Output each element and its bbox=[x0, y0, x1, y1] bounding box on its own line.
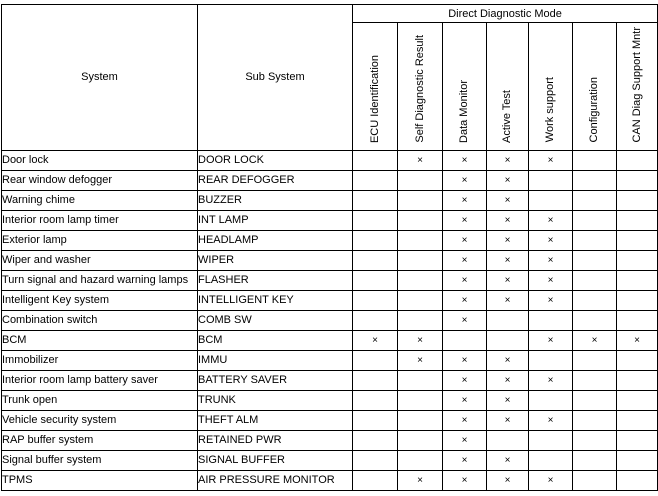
header-sub-system: Sub System bbox=[198, 5, 353, 151]
mark-cell-checked: × bbox=[443, 190, 487, 210]
mark-cell-empty bbox=[398, 450, 443, 470]
sub-system-cell: HEADLAMP bbox=[198, 230, 353, 250]
mark-cell-checked: × bbox=[573, 330, 617, 350]
mark-cell-empty bbox=[529, 350, 573, 370]
mark-cell-empty bbox=[398, 270, 443, 290]
sub-system-cell: DOOR LOCK bbox=[198, 150, 353, 170]
mark-cell-checked: × bbox=[487, 210, 529, 230]
mark-cell-empty bbox=[398, 290, 443, 310]
header-mode-6 bbox=[617, 23, 658, 151]
mark-cell-checked: × bbox=[443, 310, 487, 330]
system-cell: Door lock bbox=[2, 150, 198, 170]
mark-cell-empty bbox=[398, 390, 443, 410]
table-row bbox=[2, 270, 658, 290]
system-cell: Wiper and washer bbox=[2, 250, 198, 270]
mark-cell-checked: × bbox=[487, 410, 529, 430]
header-mode-5 bbox=[573, 23, 617, 151]
mark-cell-checked: × bbox=[443, 250, 487, 270]
mark-cell-checked: × bbox=[487, 370, 529, 390]
system-cell: Immobilizer bbox=[2, 350, 198, 370]
mark-cell-empty bbox=[617, 190, 658, 210]
mark-cell-checked: × bbox=[443, 390, 487, 410]
sub-system-cell: TRUNK bbox=[198, 390, 353, 410]
mark-cell-checked: × bbox=[353, 330, 398, 350]
system-cell: BCM bbox=[2, 330, 198, 350]
table-row bbox=[2, 350, 658, 370]
mark-cell-empty bbox=[487, 330, 529, 350]
system-cell: Interior room lamp timer bbox=[2, 210, 198, 230]
table-row bbox=[2, 330, 658, 350]
header-mode-label: Configuration bbox=[588, 77, 600, 143]
mark-cell-empty bbox=[487, 310, 529, 330]
mark-cell-checked: × bbox=[487, 290, 529, 310]
sub-system-cell: REAR DEFOGGER bbox=[198, 170, 353, 190]
mark-cell-empty bbox=[398, 190, 443, 210]
table-row bbox=[2, 290, 658, 310]
mark-cell-empty bbox=[353, 170, 398, 190]
mark-cell-checked: × bbox=[617, 330, 658, 350]
sub-system-cell: AIR PRESSURE MONITOR bbox=[198, 470, 353, 490]
mark-cell-empty bbox=[398, 430, 443, 450]
mark-cell-empty bbox=[353, 410, 398, 430]
mark-cell-empty bbox=[398, 250, 443, 270]
mark-cell-empty bbox=[529, 390, 573, 410]
mark-cell-empty bbox=[573, 430, 617, 450]
mark-cell-checked: × bbox=[443, 170, 487, 190]
mark-cell-checked: × bbox=[529, 470, 573, 490]
mark-cell-empty bbox=[353, 210, 398, 230]
sub-system-cell: BUZZER bbox=[198, 190, 353, 210]
mark-cell-empty bbox=[617, 210, 658, 230]
mark-cell-empty bbox=[617, 310, 658, 330]
table-row bbox=[2, 410, 658, 430]
mark-cell-empty bbox=[617, 230, 658, 250]
mark-cell-empty bbox=[573, 190, 617, 210]
system-cell: Vehicle security system bbox=[2, 410, 198, 430]
mark-cell-checked: × bbox=[443, 430, 487, 450]
sub-system-cell: FLASHER bbox=[198, 270, 353, 290]
sub-system-cell: INT LAMP bbox=[198, 210, 353, 230]
mark-cell-empty bbox=[573, 170, 617, 190]
table-row bbox=[2, 310, 658, 330]
mark-cell-empty bbox=[353, 430, 398, 450]
table-body bbox=[2, 150, 658, 490]
table-row bbox=[2, 190, 658, 210]
mark-cell-checked: × bbox=[529, 330, 573, 350]
table-row bbox=[2, 470, 658, 490]
mark-cell-empty bbox=[353, 310, 398, 330]
sub-system-cell: SIGNAL BUFFER bbox=[198, 450, 353, 470]
mark-cell-empty bbox=[398, 310, 443, 330]
mark-cell-checked: × bbox=[443, 230, 487, 250]
mark-cell-empty bbox=[353, 250, 398, 270]
system-cell: Rear window defogger bbox=[2, 170, 198, 190]
mark-cell-empty bbox=[353, 350, 398, 370]
mark-cell-checked: × bbox=[529, 250, 573, 270]
table-row bbox=[2, 390, 658, 410]
mark-cell-empty bbox=[398, 210, 443, 230]
mark-cell-checked: × bbox=[487, 150, 529, 170]
mark-cell-empty bbox=[487, 430, 529, 450]
header-mode-4 bbox=[529, 23, 573, 151]
mark-cell-checked: × bbox=[443, 470, 487, 490]
mark-cell-checked: × bbox=[487, 350, 529, 370]
mark-cell-empty bbox=[573, 290, 617, 310]
mark-cell-checked: × bbox=[487, 270, 529, 290]
table-row bbox=[2, 450, 658, 470]
mark-cell-empty bbox=[398, 170, 443, 190]
mark-cell-empty bbox=[529, 190, 573, 210]
mark-cell-empty bbox=[573, 210, 617, 230]
system-cell: Exterior lamp bbox=[2, 230, 198, 250]
mark-cell-empty bbox=[617, 350, 658, 370]
table-row bbox=[2, 370, 658, 390]
mark-cell-empty bbox=[353, 370, 398, 390]
header-mode-0 bbox=[353, 23, 398, 151]
mark-cell-empty bbox=[573, 470, 617, 490]
header-mode-1 bbox=[398, 23, 443, 151]
mark-cell-checked: × bbox=[443, 290, 487, 310]
mark-cell-checked: × bbox=[398, 150, 443, 170]
mark-cell-empty bbox=[353, 290, 398, 310]
mark-cell-empty bbox=[529, 450, 573, 470]
mark-cell-empty bbox=[617, 410, 658, 430]
mark-cell-empty bbox=[398, 410, 443, 430]
mark-cell-checked: × bbox=[398, 470, 443, 490]
header-mode-label: Self Diagnostic Result bbox=[413, 34, 426, 143]
mark-cell-checked: × bbox=[529, 210, 573, 230]
mark-cell-empty bbox=[617, 390, 658, 410]
sub-system-cell: BATTERY SAVER bbox=[198, 370, 353, 390]
header-mode-2 bbox=[443, 23, 487, 151]
sub-system-cell: THEFT ALM bbox=[198, 410, 353, 430]
mark-cell-empty bbox=[617, 370, 658, 390]
header-system: System bbox=[2, 5, 198, 151]
header-mode-label: Work support bbox=[544, 77, 556, 143]
mark-cell-empty bbox=[353, 450, 398, 470]
mark-cell-empty bbox=[573, 450, 617, 470]
mark-cell-empty bbox=[353, 390, 398, 410]
mark-cell-empty bbox=[353, 150, 398, 170]
system-cell: Signal buffer system bbox=[2, 450, 198, 470]
system-cell: Trunk open bbox=[2, 390, 198, 410]
diagnostic-mode-table bbox=[1, 4, 658, 491]
sub-system-cell: RETAINED PWR bbox=[198, 430, 353, 450]
header-direct-diagnostic-mode: Direct Diagnostic Mode bbox=[353, 5, 658, 23]
mark-cell-checked: × bbox=[529, 290, 573, 310]
mark-cell-empty bbox=[573, 310, 617, 330]
sub-system-cell: INTELLIGENT KEY bbox=[198, 290, 353, 310]
mark-cell-empty bbox=[353, 270, 398, 290]
mark-cell-empty bbox=[573, 270, 617, 290]
mark-cell-empty bbox=[617, 290, 658, 310]
mark-cell-empty bbox=[573, 410, 617, 430]
header-mode-3 bbox=[487, 23, 529, 151]
mark-cell-empty bbox=[617, 170, 658, 190]
sub-system-cell: WIPER bbox=[198, 250, 353, 270]
mark-cell-checked: × bbox=[443, 150, 487, 170]
mark-cell-checked: × bbox=[529, 150, 573, 170]
mark-cell-checked: × bbox=[487, 250, 529, 270]
system-cell: Turn signal and hazard warning lamps bbox=[2, 270, 198, 290]
table-row bbox=[2, 170, 658, 190]
mark-cell-empty bbox=[617, 430, 658, 450]
mark-cell-checked: × bbox=[487, 470, 529, 490]
mark-cell-empty bbox=[398, 370, 443, 390]
mark-cell-empty bbox=[573, 370, 617, 390]
mark-cell-checked: × bbox=[487, 230, 529, 250]
table-row bbox=[2, 210, 658, 230]
mark-cell-checked: × bbox=[443, 210, 487, 230]
table-row bbox=[2, 150, 658, 170]
mark-cell-empty bbox=[573, 250, 617, 270]
header-mode-label: CAN Diag Support Mntr bbox=[630, 27, 643, 143]
mark-cell-empty bbox=[529, 170, 573, 190]
mark-cell-checked: × bbox=[443, 450, 487, 470]
mark-cell-checked: × bbox=[529, 230, 573, 250]
system-cell: Warning chime bbox=[2, 190, 198, 210]
system-cell: Combination switch bbox=[2, 310, 198, 330]
table-row bbox=[2, 230, 658, 250]
system-cell: TPMS bbox=[2, 470, 198, 490]
mark-cell-empty bbox=[573, 150, 617, 170]
system-cell: Intelligent Key system bbox=[2, 290, 198, 310]
mark-cell-checked: × bbox=[529, 370, 573, 390]
system-cell: RAP buffer system bbox=[2, 430, 198, 450]
mark-cell-checked: × bbox=[398, 330, 443, 350]
header-mode-label: ECU Identification bbox=[368, 54, 381, 143]
mark-cell-empty bbox=[617, 150, 658, 170]
mark-cell-empty bbox=[529, 430, 573, 450]
mark-cell-checked: × bbox=[443, 370, 487, 390]
header-mode-label: Active Test bbox=[501, 89, 513, 143]
mark-cell-checked: × bbox=[487, 450, 529, 470]
mark-cell-empty bbox=[573, 390, 617, 410]
mark-cell-empty bbox=[617, 270, 658, 290]
mark-cell-empty bbox=[573, 350, 617, 370]
header-row-group bbox=[2, 5, 658, 23]
mark-cell-checked: × bbox=[529, 270, 573, 290]
table-row bbox=[2, 250, 658, 270]
system-cell: Interior room lamp battery saver bbox=[2, 370, 198, 390]
mark-cell-checked: × bbox=[487, 170, 529, 190]
mark-cell-checked: × bbox=[529, 410, 573, 430]
mark-cell-empty bbox=[443, 330, 487, 350]
mark-cell-empty bbox=[529, 310, 573, 330]
sub-system-cell: IMMU bbox=[198, 350, 353, 370]
mark-cell-empty bbox=[398, 230, 443, 250]
mark-cell-checked: × bbox=[443, 270, 487, 290]
mark-cell-checked: × bbox=[443, 410, 487, 430]
header-mode-label: Data Monitor bbox=[458, 79, 470, 143]
mark-cell-checked: × bbox=[487, 190, 529, 210]
sub-system-cell: COMB SW bbox=[198, 310, 353, 330]
sub-system-cell: BCM bbox=[198, 330, 353, 350]
mark-cell-empty bbox=[353, 190, 398, 210]
mark-cell-empty bbox=[353, 230, 398, 250]
mark-cell-checked: × bbox=[487, 390, 529, 410]
mark-cell-checked: × bbox=[443, 350, 487, 370]
mark-cell-empty bbox=[353, 470, 398, 490]
mark-cell-empty bbox=[617, 470, 658, 490]
mark-cell-empty bbox=[573, 230, 617, 250]
mark-cell-empty bbox=[617, 450, 658, 470]
mark-cell-empty bbox=[617, 250, 658, 270]
table-row bbox=[2, 430, 658, 450]
mark-cell-checked: × bbox=[398, 350, 443, 370]
